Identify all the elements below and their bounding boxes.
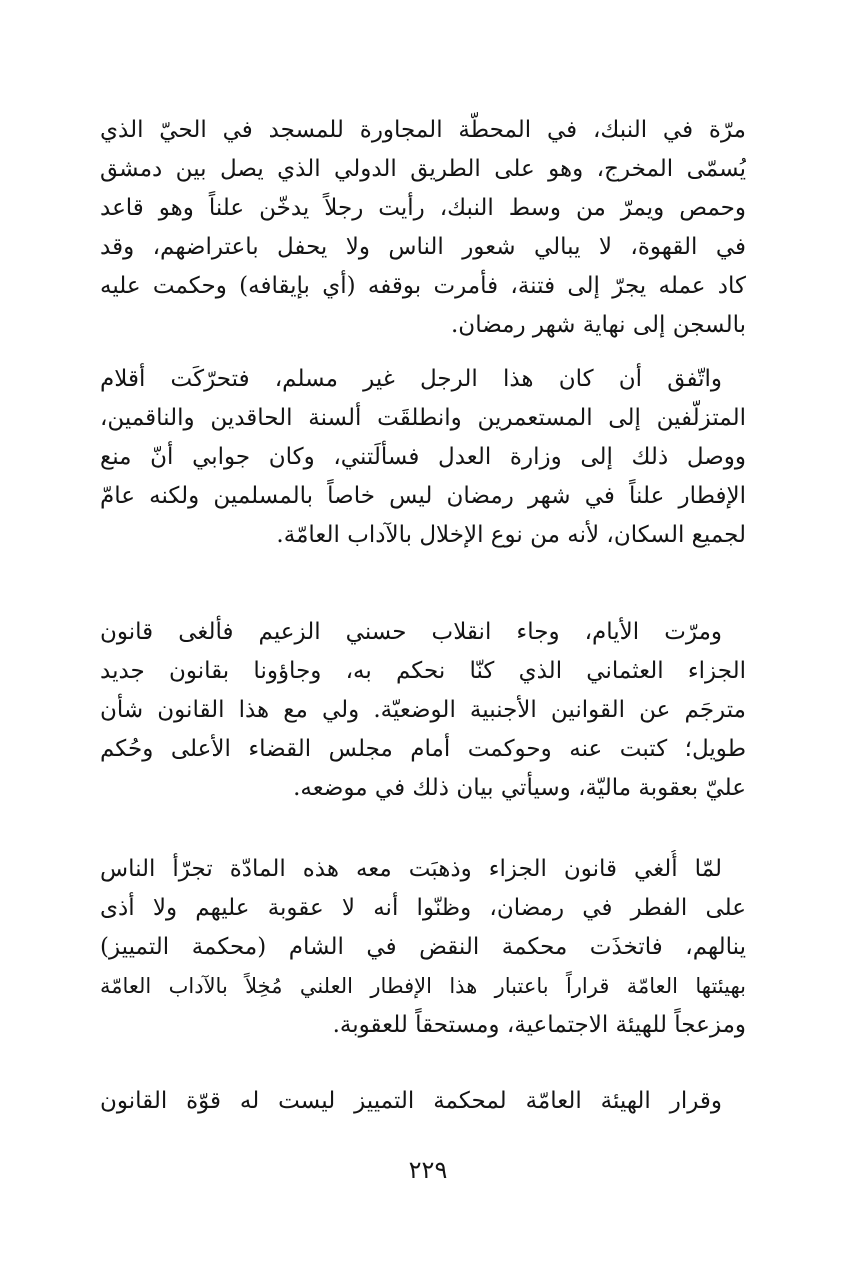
text-line: ومرّت الأيام، وجاء انقلاب حسني الزعيم فألغى قانون	[100, 619, 722, 645]
page-number: ٢٢٩	[408, 1156, 448, 1184]
paragraph-3	[100, 613, 746, 808]
text-line: ووصل ذلك إلى وزارة العدل فسألَتني، وكان جوابي أنّ منع	[100, 444, 746, 470]
paragraph-4	[100, 850, 746, 1045]
paragraph-1	[100, 111, 746, 345]
text-line: مترجَم عن القوانين الأجنبية الوضعيّة. ولي مع هذا القانون شأن	[100, 697, 746, 723]
text-line: واتّفق أن كان هذا الرجل غير مسلم، فتحرّكَت أقلام	[100, 366, 722, 392]
text-line: بهيئتها العامّة قراراً باعتبار هذا الإفطار العلني مُخِلاً بالآداب العامّة	[100, 974, 746, 998]
text-line: على الفطر في رمضان، وظنّوا أنه لا عقوبة عليهم ولا أذى	[100, 895, 746, 921]
text-line: ينالهم، فاتخذَت محكمة النقض في الشام (محكمة التمييز)	[100, 934, 746, 960]
text-line: الإفطار علناً في شهر رمضان ليس خاصاً بالمسلمين ولكنه عامّ	[100, 483, 746, 509]
text-line: وحمص ويمرّ من وسط النبك، رأيت رجلاً يدخّن علناً وهو قاعد	[100, 195, 746, 221]
text-line: في القهوة، لا يبالي شعور الناس ولا يحفل باعتراضهم، وقد	[100, 234, 746, 260]
paragraph-2	[100, 360, 746, 555]
text-line: لجميع السكان، لأنه من نوع الإخلال بالآداب العامّة.	[276, 522, 746, 548]
text-line: المتزلّفين إلى المستعمرين وانطلقَت ألسنة الحاقدين والناقمين،	[100, 405, 746, 431]
text-line: لمّا أُلغي قانون الجزاء وذهبَت معه هذه المادّة تجرّأ الناس	[100, 856, 722, 882]
text-line: بالسجن إلى نهاية شهر رمضان.	[451, 312, 746, 338]
text-line: يُسمّى المخرج، وهو على الطريق الدولي الذي يصل بين دمشق	[100, 156, 746, 182]
text-line: طويل؛ كتبت عنه وحوكمت أمام مجلس القضاء الأعلى وحُكم	[100, 736, 746, 762]
text-line: عليّ بعقوبة ماليّة، وسيأتي بيان ذلك في موضعه.	[293, 775, 746, 801]
paragraph-5	[100, 1082, 746, 1121]
text-line: وقرار الهيئة العامّة لمحكمة التمييز ليست له قوّة القانون	[100, 1088, 722, 1114]
text-line: مرّة في النبك، في المحطّة المجاورة للمسجد في الحيّ الذي	[100, 117, 746, 143]
text-line: كاد عمله يجرّ إلى فتنة، فأمرت بوقفه (أي بإيقافه) وحكمت عليه	[100, 273, 746, 299]
text-line: الجزاء العثماني الذي كنّا نحكم به، وجاؤونا بقانون جديد	[100, 658, 746, 684]
text-line: ومزعجاً للهيئة الاجتماعية، ومستحقاً للعقوبة.	[332, 1012, 746, 1038]
